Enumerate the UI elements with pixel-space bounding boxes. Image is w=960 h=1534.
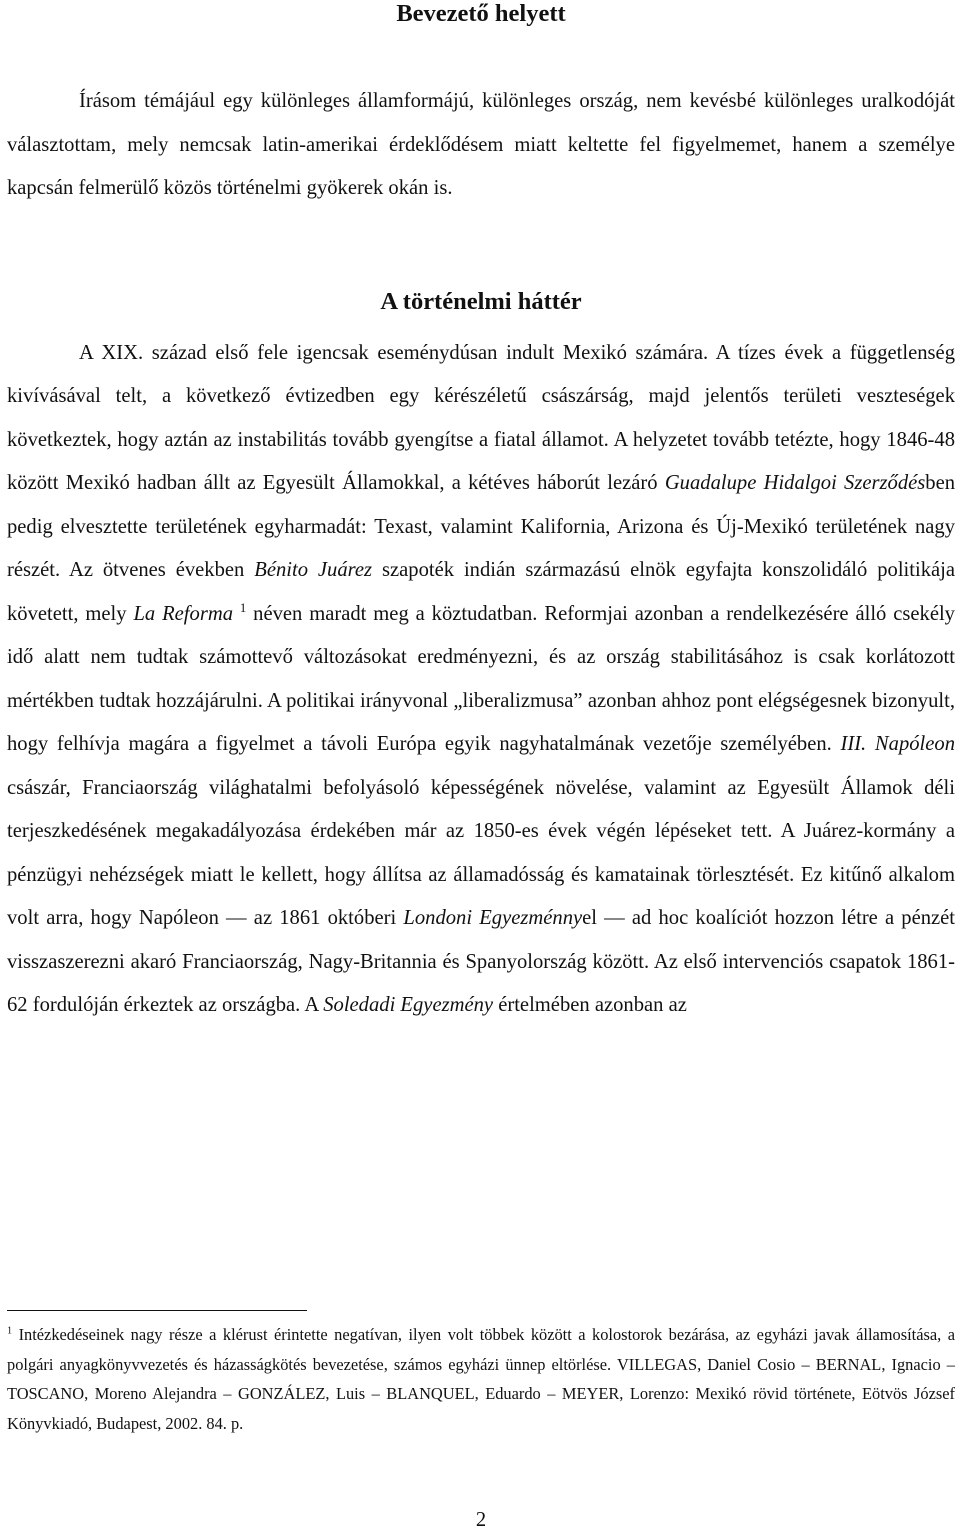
body-text-1: A XIX. század első fele igencsak eseménydúsan indult Mexikó számára. A tízes évek a függetlenség kivívásával telt, a következő évtizedben egy kérészéletű császárság, majd jelentős területi veszteségek következtek, hogy aztán az instabilitás tovább gyengítse a fiatal államot. A helyzetet tovább tetézte, hogy 1846-48 között Mexikó hadban állt az Egyesült Államokkal, a kétéves háborút lezáró	[7, 341, 955, 494]
body-text-2: ben pedig elvesztette területének egyharmadát: Texast, valamint Kalifornia, Arizona és Új-Mexikó területének nagy részét. Az ötvenes években	[7, 472, 955, 581]
footnote	[7, 1320, 955, 1438]
body-text-7: értelmében azonban az	[493, 994, 687, 1016]
intro-text: Írásom témájául egy különleges államformájú, különleges ország, nem kevésbé különleges uralkodóját választottam, mely nemcsak latin-amerikai érdeklődésem miatt keltette fel figyelmemet, hanem a személye kapcsán felmerülő közös történelmi gyökerek okán is.	[7, 90, 955, 199]
footnote-number: 1	[7, 1325, 13, 1337]
section-heading: A történelmi háttér	[380, 287, 582, 315]
body-italic-3: La Reforma	[133, 602, 233, 625]
body-italic-5: Londoni Egyezménny	[403, 907, 583, 929]
body-text-6: el — ad hoc koalíciót hozzon létre a pénzét visszaszerezni akaró Franciaország, Nagy-Britannia és Spanyolország között. Az első intervenciós csapatok 1861-62 fordulóján érkeztek az országba. A	[7, 907, 956, 1016]
footnote-separator	[7, 1310, 307, 1311]
body-text-3: szapoték indián származású elnök egyfajta konszolidáló politikája követett, mely	[7, 559, 956, 625]
body-italic-6: Soledadi Egyezmény	[323, 994, 494, 1016]
body-italic-1: Guadalupe Hidalgoi Szerződés	[664, 472, 926, 494]
body-italic-2: Bénito Juárez	[254, 559, 373, 581]
footnote-text: Intézkedéseinek nagy része a klérust érintette negatívan, ilyen volt többek között a kolostorok bezárása, az egyházi javak államosítása, a polgári anyagkönyvvezetés és házasságkötés bevezetése, számos egyházi ünnep eltörlése. VILLEGAS, Daniel Cosio – BERNAL, Ignacio – TOSCANO, Moreno Alejandra – GONZÁLEZ, Luis – BLANQUEL, Eduardo – MEYER, Lorenzo: Mexikó rövid története, Eötvös József Könyvkiadó, Budapest, 2002. 84. p.	[7, 1325, 955, 1433]
footnote-reference[interactable]: 1	[239, 600, 247, 615]
page-number: 2	[475, 1509, 487, 1531]
intro-paragraph	[7, 80, 955, 211]
body-paragraph	[7, 332, 955, 1028]
document-page	[7, 0, 956, 1531]
document-title: Bevezető helyett	[396, 0, 566, 27]
body-italic-4: III. Napóleon	[840, 733, 955, 755]
body-text-5: császár, Franciaország világhatalmi befolyásoló képességének növelése, valamint az Egyesült Államok déli terjeszkedésének megakadályozása érdekében már az 1850-es évek végén lépéseket tett. A Juárez-kormány a pénzügyi nehézségek miatt le kellett, hogy állítsa az államadósság és kamatainak törlesztését. Ez kitűnő alkalom volt arra, hogy Napóleon — az 1861 októberi	[7, 776, 955, 929]
body-text-4: néven maradt meg a köztudatban. Reformjai azonban a rendelkezésére álló csekély idő alatt nem tudtak számottevő változásokat eredményezni, és az ország stabilitásához is csak korlátozott mértékben tudtak hozzájárulni. A politikai irányvonal „liberalizmusa” azonban ahhoz pont elégségesnek bizonyult, hogy felhívja magára a figyelmet a távoli Európa egyik nagyhatalmának vezetője személyében.	[7, 602, 955, 755]
